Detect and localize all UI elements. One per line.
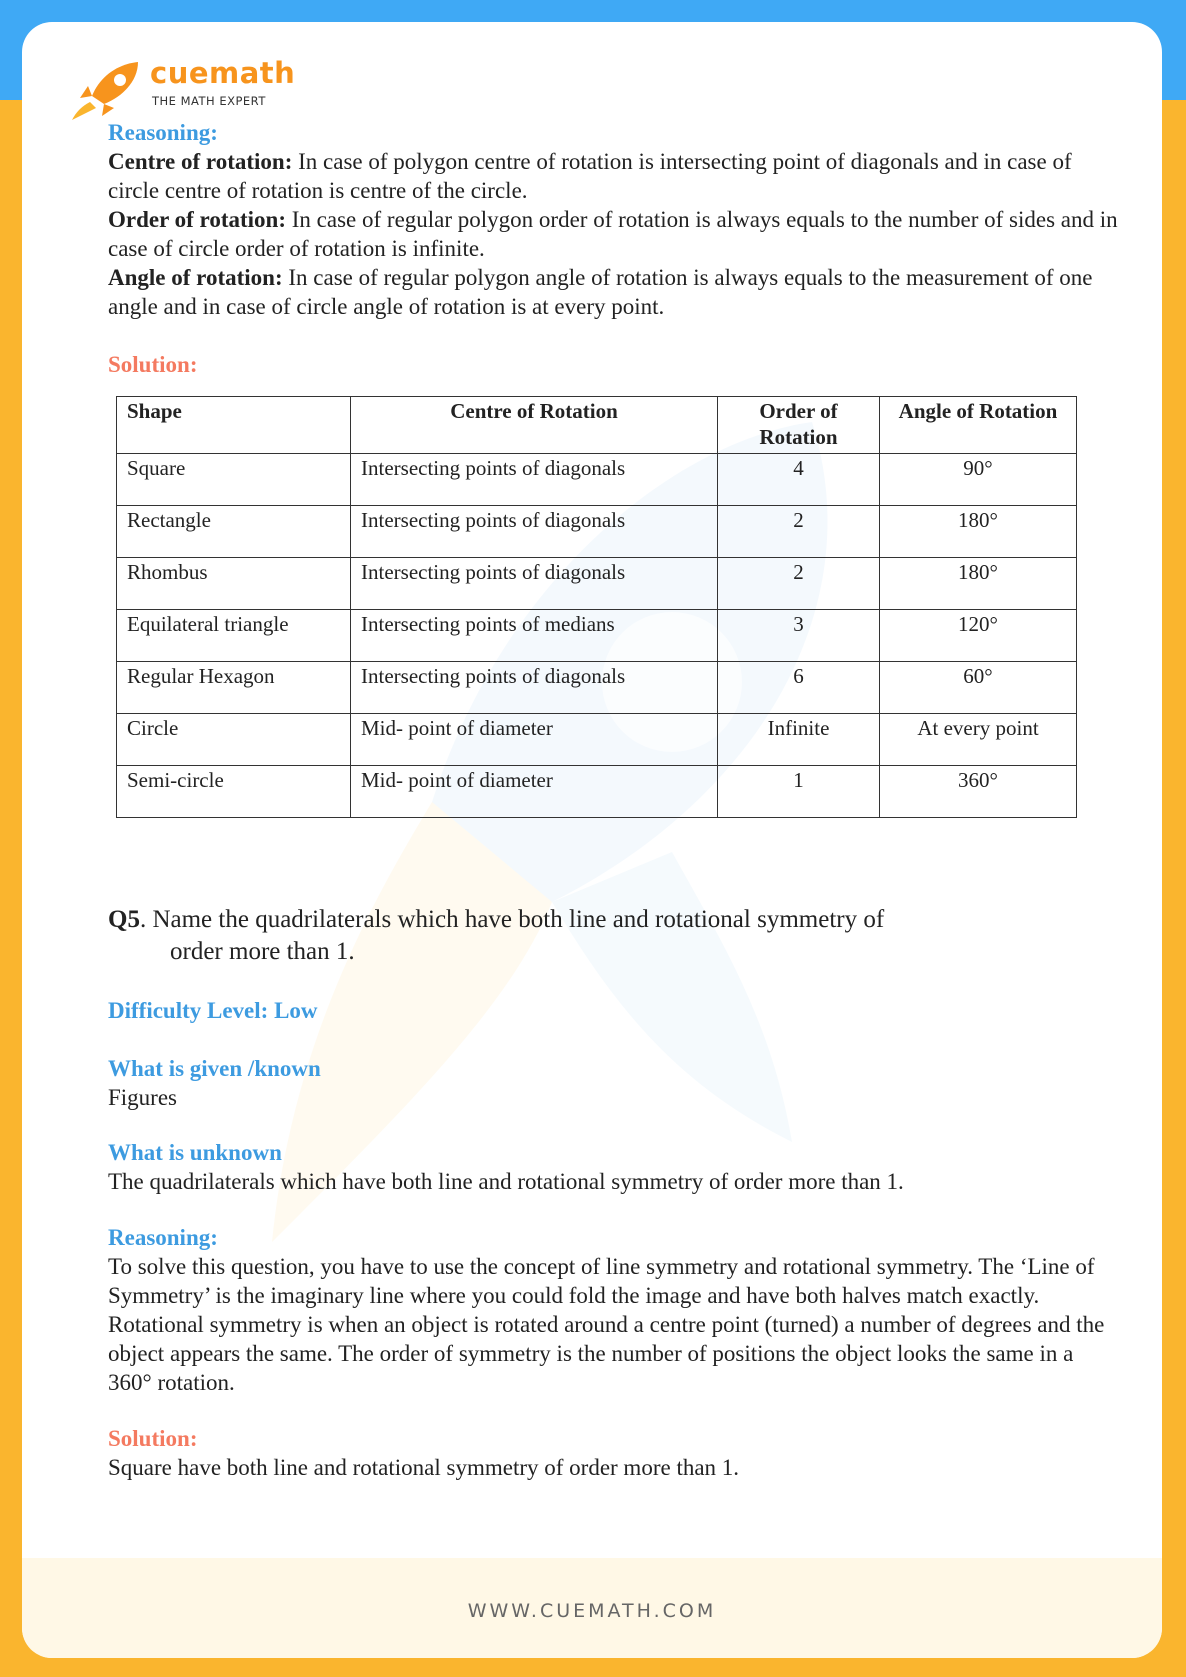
cuemath-logo	[66, 56, 296, 116]
header-order: Order of Rotation	[718, 397, 880, 454]
reasoning-text: In case of regular polygon angle of rotation is always equals to the measurement of one angle and in case of circle angle of rotation is at every point.	[108, 265, 1093, 319]
question-number: Q5	[108, 906, 140, 933]
rotation-table	[116, 396, 1077, 818]
cell-shape: Square	[117, 454, 351, 506]
table-row	[117, 454, 1077, 506]
cell-angle: 60°	[880, 662, 1077, 714]
cell-order: 4	[718, 454, 880, 506]
header-shape: Shape	[117, 397, 351, 454]
brand-tagline: THE MATH EXPERT	[152, 94, 266, 108]
cell-shape: Regular Hexagon	[117, 662, 351, 714]
question-5-text	[108, 904, 1118, 936]
solution-2-text: Square have both line and rotational symmetry of order more than 1.	[108, 1455, 740, 1480]
cell-shape: Rhombus	[117, 558, 351, 610]
brand-name: cuemath	[150, 56, 296, 90]
table-row	[117, 558, 1077, 610]
question-line-2: order more than 1.	[170, 938, 355, 965]
table-row	[117, 766, 1077, 818]
reasoning-item-centre	[108, 147, 1118, 205]
table-row	[117, 506, 1077, 558]
cell-centre: Intersecting points of diagonals	[351, 506, 718, 558]
difficulty-level: Difficulty Level: Low	[108, 998, 318, 1023]
unknown-heading: What is unknown	[108, 1140, 282, 1165]
reasoning-term: Centre of rotation:	[108, 149, 293, 174]
reasoning-term: Angle of rotation:	[108, 265, 283, 290]
reasoning-text: In case of polygon centre of rotation is intersecting point of diagonals and in case of circle centre of rotation is centre of the circle.	[108, 149, 1072, 203]
cell-shape: Rectangle	[117, 506, 351, 558]
cell-centre: Intersecting points of medians	[351, 610, 718, 662]
reasoning-heading: Reasoning:	[108, 120, 218, 145]
cell-angle: 120°	[880, 610, 1077, 662]
reasoning-term: Order of rotation:	[108, 207, 287, 232]
header-centre: Centre of Rotation	[351, 397, 718, 454]
footer-website-link[interactable]: WWW.CUEMATH.COM	[467, 1600, 717, 1622]
cell-shape: Circle	[117, 714, 351, 766]
question-line-1: . Name the quadrilaterals which have both line and rotational symmetry of	[139, 906, 885, 933]
given-heading: What is given /known	[108, 1056, 321, 1081]
cell-order: 3	[718, 610, 880, 662]
cell-order: 6	[718, 662, 880, 714]
cell-order: 2	[718, 558, 880, 610]
cell-angle: 360°	[880, 766, 1077, 818]
cell-angle: 180°	[880, 558, 1077, 610]
table-row	[117, 662, 1077, 714]
document-page	[22, 22, 1162, 1658]
table-row	[117, 714, 1077, 766]
reasoning-item-order	[108, 205, 1118, 263]
cell-angle: 90°	[880, 454, 1077, 506]
given-text: Figures	[108, 1085, 177, 1110]
cell-centre: Intersecting points of diagonals	[351, 662, 718, 714]
question-5-section	[108, 904, 1118, 1482]
rocket-logo-icon	[66, 58, 146, 120]
cell-centre: Mid- point of diameter	[351, 766, 718, 818]
cell-angle: At every point	[880, 714, 1077, 766]
cell-centre: Intersecting points of diagonals	[351, 454, 718, 506]
reasoning-text: In case of regular polygon order of rotation is always equals to the number of sides and in case of circle order of rotation is infinite.	[108, 207, 1118, 261]
reasoning-section	[108, 118, 1118, 379]
cell-centre: Intersecting points of diagonals	[351, 558, 718, 610]
reasoning-2-text: To solve this question, you have to use the concept of line symmetry and rotational symmetry. The ‘Line of Symmetry’ is the imaginary line where you could fold the image and have both halves match exactly. Rotational symmetry is when an object is rotated around a centre point (turned) a number of degrees and the object appears the same. The order of symmetry is the number of positions the object looks the same in a 360° rotation.	[108, 1254, 1105, 1395]
reasoning-2-heading: Reasoning:	[108, 1225, 218, 1250]
reasoning-item-angle	[108, 263, 1118, 321]
cell-centre: Mid- point of diameter	[351, 714, 718, 766]
header-angle: Angle of Rotation	[880, 397, 1077, 454]
cell-shape: Semi-circle	[117, 766, 351, 818]
solution-2-heading: Solution:	[108, 1426, 198, 1451]
cell-angle: 180°	[880, 506, 1077, 558]
solution-heading: Solution:	[108, 352, 198, 377]
cell-order: Infinite	[718, 714, 880, 766]
cell-order: 2	[718, 506, 880, 558]
table-row	[117, 610, 1077, 662]
cell-order: 1	[718, 766, 880, 818]
unknown-text: The quadrilaterals which have both line and rotational symmetry of order more than 1.	[108, 1169, 904, 1194]
cell-shape: Equilateral triangle	[117, 610, 351, 662]
table-header-row	[117, 397, 1077, 454]
